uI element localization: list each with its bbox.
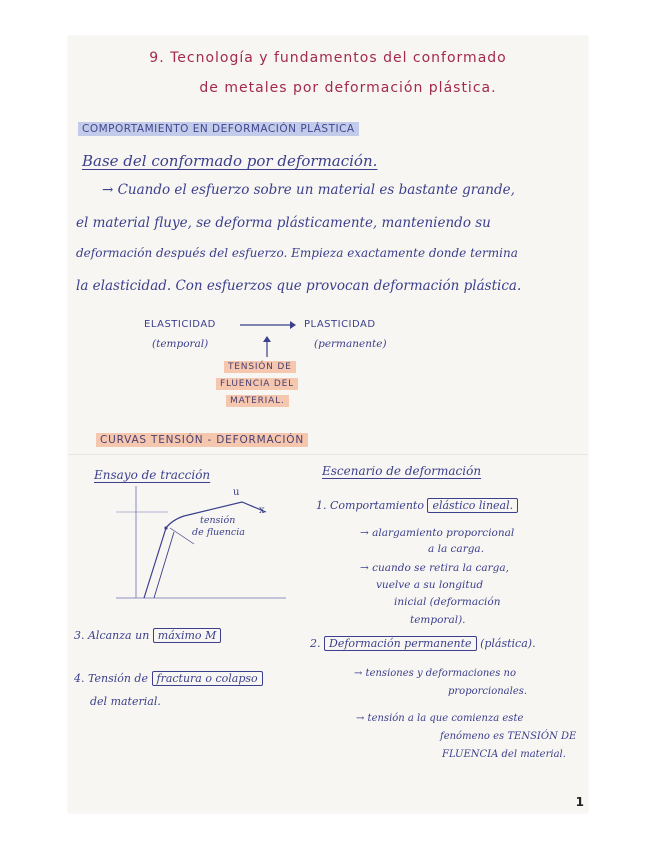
item1-bullet-2: a la carga. — [428, 543, 485, 555]
item3 — [74, 629, 221, 642]
item2-bullet-3: → tensión a la que comienza este — [356, 713, 524, 724]
yield-pointer — [170, 528, 194, 544]
page-number: 1 — [575, 795, 584, 809]
item4-prefix: 4. Tensión de — [74, 672, 148, 685]
tension-line-2: FLUENCIA DEL — [216, 378, 298, 390]
item1 — [316, 499, 518, 512]
item1-box: elástico lineal. — [427, 498, 518, 513]
arrow-up-icon — [260, 336, 274, 358]
arrow-right-icon — [238, 319, 298, 331]
tension-line-1: TENSIÓN DE — [224, 361, 296, 373]
right-heading-deformation: Escenario de deformación — [322, 464, 482, 478]
title-line-1: 9. Tecnología y fundamentos del conformado — [149, 50, 507, 66]
paragraph-line-1: → Cuando el esfuerzo sobre un material es bastante grande, — [102, 182, 515, 198]
item1-prefix: 1. Comportamiento — [316, 499, 424, 512]
notebook-page — [68, 36, 588, 813]
item1-bullet-1: → alargamiento proporcional — [360, 527, 515, 539]
section-heading-curves: CURVAS TENSIÓN - DEFORMACIÓN — [96, 433, 308, 447]
paragraph-line-3: deformación después del esfuerzo. Empieza exactamente donde termina — [76, 246, 518, 260]
graph-note-line-1: tensión — [200, 515, 236, 526]
item2-box: Deformación permanente — [324, 636, 477, 651]
item1-bullet-3: → cuando se retira la carga, — [360, 562, 509, 574]
item2 — [310, 637, 536, 650]
label-plasticidad-note: (permanente) — [314, 338, 387, 350]
paragraph-line-2: el material fluye, se deforma plásticamente, manteniendo su — [76, 215, 491, 231]
item4-line-2: del material. — [90, 695, 161, 708]
item4 — [74, 672, 263, 685]
item2-prefix: 2. — [310, 637, 321, 650]
label-elasticidad-note: (temporal) — [152, 338, 209, 350]
item1-bullet-5: inicial (deformación — [394, 596, 501, 608]
item3-box: máximo M — [153, 628, 222, 643]
graph-label-x: x — [259, 505, 265, 516]
item1-bullet-4: vuelve a su longitud — [376, 579, 484, 591]
left-heading-tensile-test: Ensayo de tracción — [94, 468, 211, 482]
item2-bullet-5: FLUENCIA del material. — [442, 749, 566, 760]
item4-box: fractura o colapso — [152, 671, 263, 686]
item2-bullet-1: → tensiones y deformaciones no — [354, 668, 516, 679]
tension-line-3: MATERIAL. — [226, 395, 289, 407]
title-line-2: de metales por deformación plástica. — [199, 80, 497, 96]
label-plasticidad: PLASTICIDAD — [304, 319, 376, 330]
item2-bullet-4: fenómeno es TENSIÓN DE — [440, 731, 577, 742]
item3-prefix: 3. Alcanza un — [74, 629, 150, 642]
item1-bullet-6: temporal). — [410, 614, 466, 626]
unload-line — [154, 532, 174, 598]
subheading-base: Base del conformado por deformación. — [82, 152, 378, 170]
stress-strain-graph — [108, 486, 288, 606]
paragraph-line-4: la elasticidad. Con esfuerzos que provocan deformación plástica. — [76, 278, 522, 294]
label-elasticidad: ELASTICIDAD — [144, 319, 216, 330]
section-heading-plastic-behavior: COMPORTAMIENTO EN DEFORMACIÓN PLÁSTICA — [78, 122, 359, 136]
item2-suffix: (plástica). — [480, 637, 536, 650]
item2-bullet-2: proporcionales. — [448, 686, 528, 697]
graph-note-line-2: de fluencia — [192, 527, 245, 538]
yield-point — [164, 526, 167, 529]
graph-label-u: u — [233, 487, 240, 498]
page-fold — [68, 454, 588, 455]
